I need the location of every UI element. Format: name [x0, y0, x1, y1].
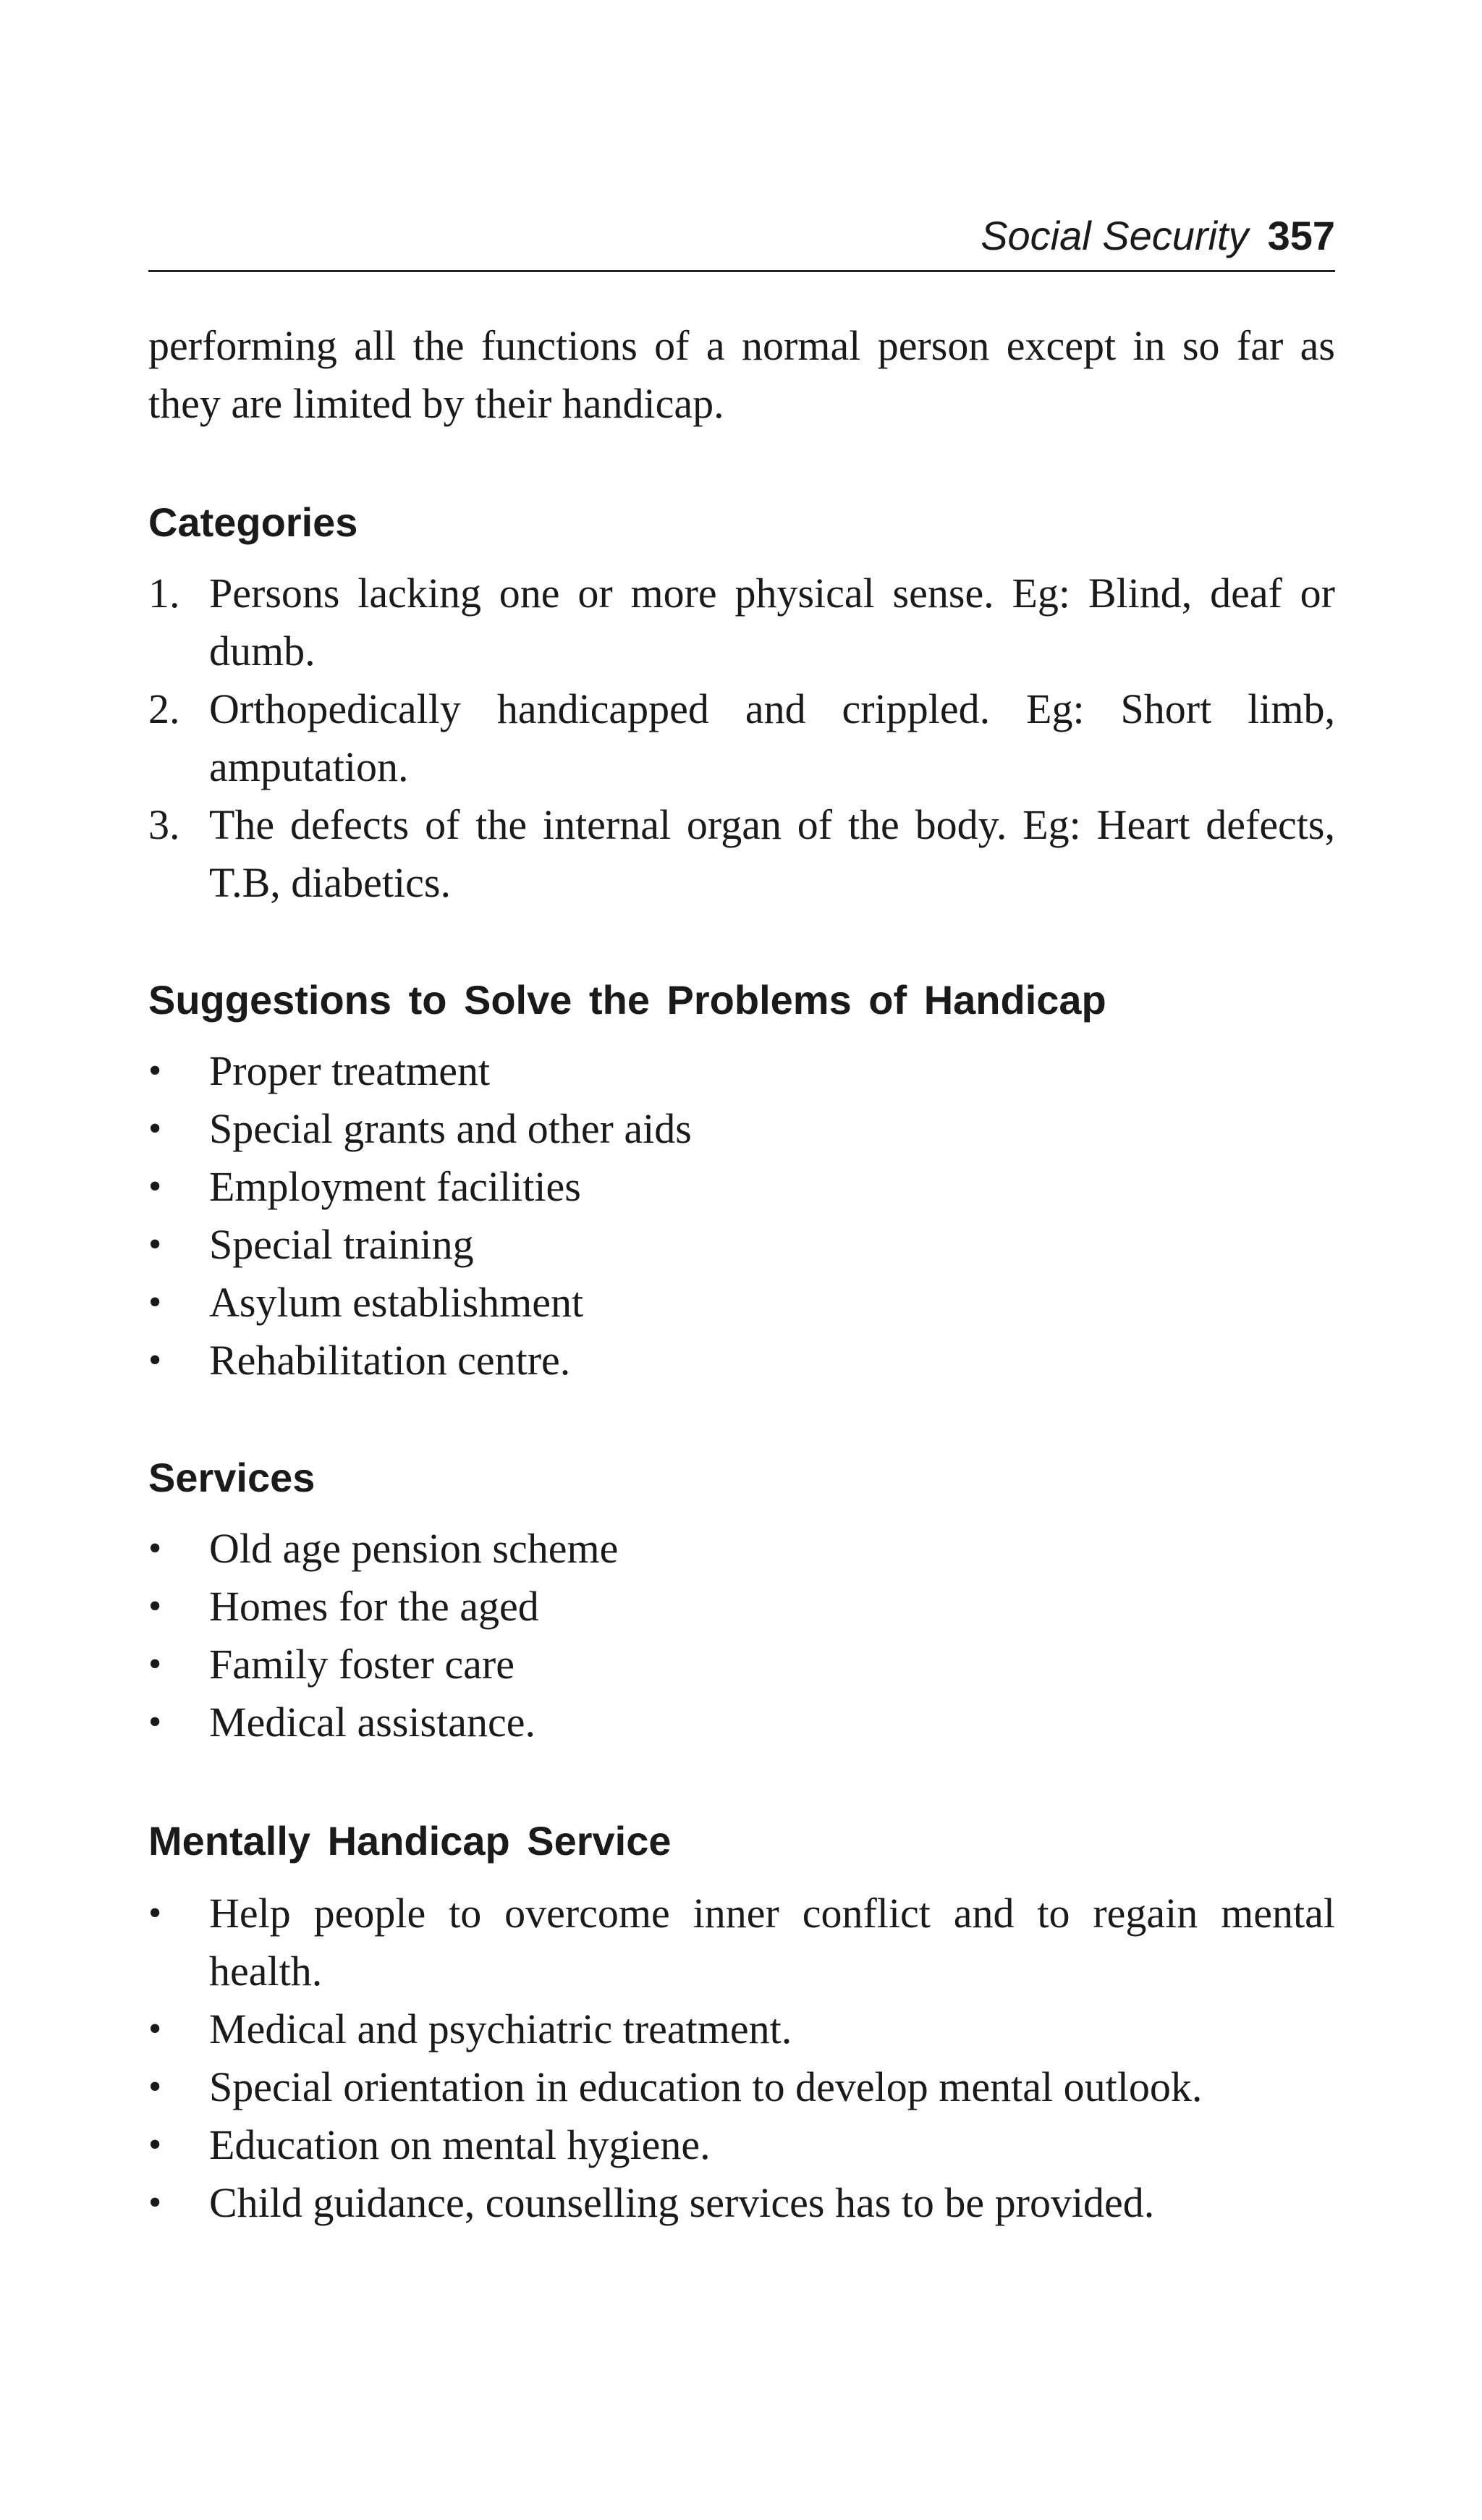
list-number: 3. [148, 801, 180, 848]
list-item [148, 2174, 1335, 2232]
list-item-text: Medical and psychiatric treatment. [209, 2005, 792, 2052]
list-item-text: Persons lacking one or more physical sense. Eg: Blind, deaf or dumb. [209, 570, 1335, 675]
list-item [148, 1578, 1335, 1636]
list-item-text: Special grants and other aids [209, 1105, 692, 1152]
list-item-text: Special training [209, 1221, 474, 1268]
list-item-text: Help people to overcome inner conflict and to regain mental health. [209, 1890, 1335, 1995]
list-item [148, 1694, 1335, 1751]
bullet-icon: • [148, 1893, 162, 1934]
list-item-text: Asylum establishment [209, 1279, 584, 1326]
header-rule [148, 270, 1335, 272]
bullet-icon: • [148, 1224, 162, 1265]
list-number: 2. [148, 685, 180, 732]
bullet-icon: • [148, 1644, 162, 1685]
list-item [148, 1885, 1335, 2000]
heading-suggestions: Suggestions to Solve the Problems of Handicap [148, 977, 1106, 1023]
list-item-text: Medical assistance. [209, 1699, 535, 1746]
list-item [148, 1274, 1335, 1332]
list-item-text: Family foster care [209, 1641, 515, 1688]
heading-mental-handicap-service: Mentally Handicap Service [148, 1818, 672, 1864]
bullet-icon: • [148, 2124, 162, 2165]
bullet-icon: • [148, 1108, 162, 1149]
intro-paragraph: performing all the functions of a normal person except in so far as they are limited by their handicap. [148, 322, 1335, 427]
list-item-text: Orthopedically handicapped and crippled. Eg: Short limb, amputation. [209, 685, 1335, 790]
services-list [148, 1520, 1335, 1751]
running-header-section-title: Social Security [981, 213, 1249, 258]
list-number: 1. [148, 570, 180, 617]
list-item [148, 2000, 1335, 2058]
mental-service-list [148, 1885, 1335, 2232]
list-item [148, 1520, 1335, 1578]
running-header [148, 210, 1335, 262]
bullet-icon: • [148, 1528, 162, 1569]
list-item-text: Employment facilities [209, 1163, 581, 1210]
list-item-text: Education on mental hygiene. [209, 2121, 711, 2168]
suggestions-list [148, 1042, 1335, 1390]
bullet-icon: • [148, 1282, 162, 1323]
list-item [148, 565, 1335, 680]
list-item [148, 1100, 1335, 1158]
bullet-icon: • [148, 2182, 162, 2223]
heading-services: Services [148, 1455, 316, 1500]
list-item-text: Child guidance, counselling services has to be provided. [209, 2179, 1155, 2226]
heading-categories: Categories [148, 499, 358, 545]
categories-list [148, 565, 1335, 912]
list-item [148, 1332, 1335, 1390]
bullet-icon: • [148, 1050, 162, 1091]
list-item [148, 796, 1335, 912]
bullet-icon: • [148, 1701, 162, 1743]
list-item [148, 1636, 1335, 1694]
list-item [148, 680, 1335, 796]
list-item [148, 1158, 1335, 1216]
page-number: 357 [1267, 213, 1335, 258]
bullet-icon: • [148, 1340, 162, 1381]
bullet-icon: • [148, 2066, 162, 2107]
list-item-text: Homes for the aged [209, 1583, 539, 1630]
list-item-text: The defects of the internal organ of the body. Eg: Heart defects, T.B, diabetics. [209, 801, 1335, 906]
list-item [148, 1216, 1335, 1274]
list-item-text: Special orientation in education to develop mental outlook. [209, 2063, 1203, 2110]
list-item-text: Proper treatment [209, 1047, 491, 1094]
bullet-icon: • [148, 1586, 162, 1627]
bullet-icon: • [148, 1166, 162, 1207]
list-item-text: Rehabilitation centre. [209, 1337, 571, 1384]
bullet-icon: • [148, 2008, 162, 2050]
list-item [148, 1042, 1335, 1100]
list-item [148, 2116, 1335, 2174]
list-item [148, 2058, 1335, 2116]
list-item-text: Old age pension scheme [209, 1525, 619, 1572]
